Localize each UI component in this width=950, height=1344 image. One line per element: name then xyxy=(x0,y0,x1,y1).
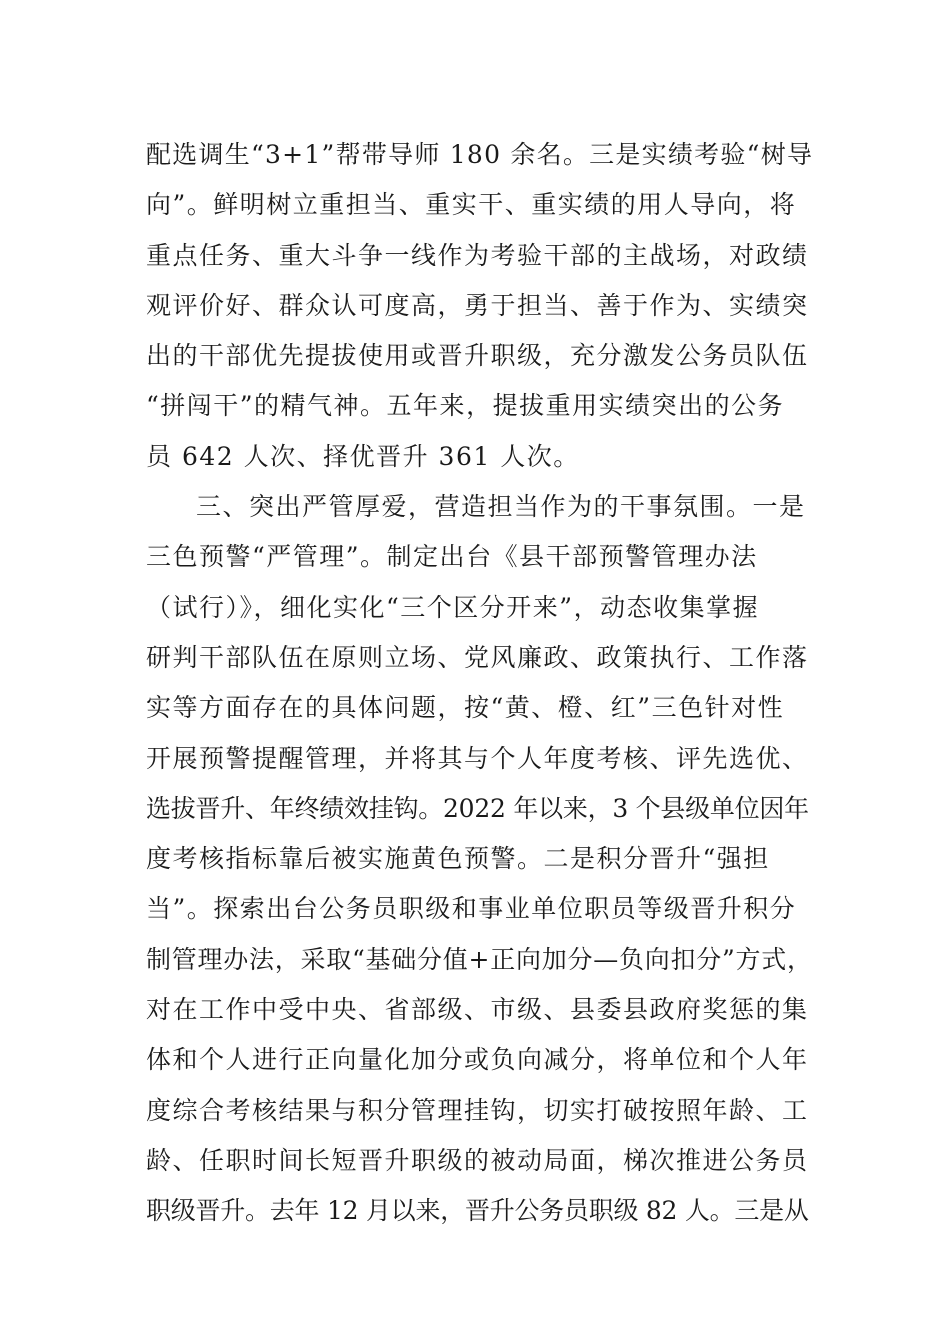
text-line-10: （试行）》，细化实化“三个区分开来”，动态收集掌握 xyxy=(146,592,760,622)
text-line-16: 当”。探索出台公务员职级和事业单位职员等级晋升积分 xyxy=(146,894,797,924)
text-line-3: 重点任务、重大斗争一线作为考验干部的主战场，对政绩 xyxy=(146,240,809,270)
text-line-21: 龄、任职时间长短晋升职级的被动局面，梯次推进公务员 xyxy=(146,1145,809,1175)
text-line-12: 实等方面存在的具体问题，按“黄、橙、红”三色针对性 xyxy=(146,693,785,723)
text-line-1: 配选调生“3+1”帮带导师 180 余名。三是实绩考验“树导 xyxy=(146,140,814,169)
text-line-20: 度综合考核结果与积分管理挂钩，切实打破按照年龄、工 xyxy=(146,1095,809,1125)
text-line-11: 研判干部队伍在原则立场、党风廉政、政策执行、工作落 xyxy=(146,642,809,672)
section-heading-line: 三、突出严管厚爱，营造担当作为的干事氛围。一是 xyxy=(196,492,806,522)
text-line-9: 三色预警“严管理”。制定出台《县干部预警管理办法 xyxy=(146,542,758,572)
document-body xyxy=(146,130,814,1237)
text-line-17: 制管理办法，采取“基础分值+正向加分—负向扣分”方式， xyxy=(146,944,813,974)
text-line-14: 选拔晋升、年终绩效挂钩。2022 年以来，3 个县级单位因年 xyxy=(146,793,809,823)
text-line-18: 对在工作中受中央、省部级、市级、县委县政府奖惩的集 xyxy=(146,995,809,1025)
text-line-22: 职级晋升。去年 12 月以来，晋升公务员职级 82 人。三是从 xyxy=(146,1196,809,1226)
text-line-15: 度考核指标靠后被实施黄色预警。二是积分晋升“强担 xyxy=(146,844,770,874)
text-line-13: 开展预警提醒管理，并将其与个人年度考核、评先选优、 xyxy=(146,743,809,773)
text-line-6: “拼闯干”的精气神。五年来，提拔重用实绩突出的公务 xyxy=(146,391,785,421)
text-line-5: 出的干部优先提拔使用或晋升职级，充分激发公务员队伍 xyxy=(146,341,809,371)
text-line-19: 体和个人进行正向量化加分或负向减分，将单位和个人年 xyxy=(146,1045,809,1075)
text-line-2: 向”。鲜明树立重担当、重实干、重实绩的用人导向，将 xyxy=(146,190,797,220)
text-line-7: 员 642 人次、择优晋升 361 人次。 xyxy=(146,441,580,471)
text-line-4: 观评价好、群众认可度高，勇于担当、善于作为、实绩突 xyxy=(146,290,809,320)
